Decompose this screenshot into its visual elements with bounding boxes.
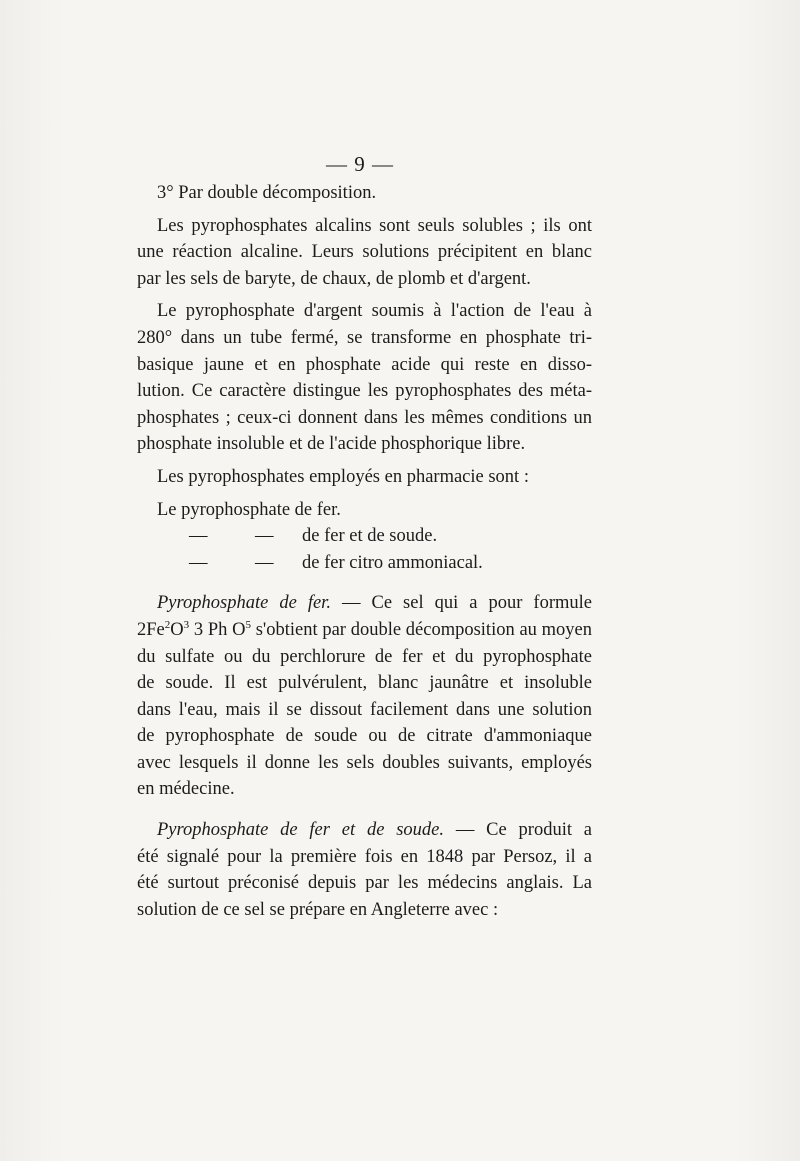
ditto-dash: —: [255, 526, 274, 547]
formula-o: O: [170, 619, 184, 640]
paragraph-line: Les pyrophosphates alcalins sont seuls solubles ; ils ont: [157, 215, 592, 236]
formula-line: [137, 617, 592, 644]
ditto-dash: —: [189, 552, 208, 573]
paragraph-line: Le pyrophosphate d'argent soumis à l'action de l'eau à: [157, 301, 592, 322]
section-line: [137, 817, 592, 844]
paragraph-line: phosphates ; ceux-ci donnent dans les mêmes conditions un: [137, 407, 592, 428]
list-item-text: de fer et de soude.: [302, 526, 438, 547]
section-line-rest: — Ce produit a: [444, 820, 593, 841]
paragraph-line: du sulfate ou du perchlorure de fer et du pyrophosphate: [137, 646, 592, 667]
ditto-dash: —: [255, 552, 274, 573]
list-item-text: de fer citro ammoniacal.: [302, 552, 483, 573]
list-item: [137, 550, 592, 577]
paragraph-line: phosphate insoluble et de l'acide phosphorique libre.: [137, 434, 526, 455]
formula-o-sup: 3: [183, 618, 190, 631]
paragraph-line: de soude. Il est pulvérulent, blanc jaunâtre et insoluble: [137, 673, 592, 694]
section-line: [137, 590, 592, 617]
section-heading-soude: Pyrophosphate de fer et de soude.: [157, 820, 445, 841]
ditto-dash: —: [189, 526, 208, 547]
paragraph-line: été signalé pour la première fois en 1848 par Persoz, il a: [137, 846, 592, 867]
formula-coef: 2: [137, 619, 147, 640]
list-item-first: Le pyrophosphate de fer.: [157, 499, 341, 520]
paragraph-line: 280° dans un tube fermé, se transforme en phosphate tri-: [137, 327, 592, 348]
page-number: — 9 —: [326, 152, 394, 176]
formula-ph-sup: 5: [245, 618, 251, 631]
paragraph-line: une réaction alcaline. Leurs solutions précipitent en blanc: [137, 242, 592, 263]
formula-mid: 3 Ph O: [189, 619, 246, 640]
section-line-rest: — Ce sel qui a pour formule: [330, 593, 592, 614]
paragraph-line: Les pyrophosphates employés en pharmacie sont :: [157, 466, 529, 487]
formula-fe-sup: 2: [164, 618, 171, 631]
page-text: [137, 180, 592, 923]
paragraph-line: de pyrophosphate de soude ou de citrate d'ammoniaque: [137, 726, 592, 747]
paragraph-line: avec lesquels il donne les sels doubles suivants, employés: [137, 752, 592, 773]
paragraph-line: lution. Ce caractère distingue les pyrophosphates des méta-: [137, 381, 592, 402]
section-line-rest: s'obtient par double décomposition au moyen: [250, 619, 592, 640]
paragraph-line: en médecine.: [137, 779, 235, 800]
paragraph-line: solution de ce sel se prépare en Angleterre avec :: [137, 899, 499, 920]
section-heading-fer: Pyrophosphate de fer.: [157, 593, 331, 614]
formula-fe: Fe: [146, 619, 165, 640]
list-item: [137, 523, 592, 550]
paragraph-line: été surtout préconisé depuis par les médecins anglais. La: [137, 873, 592, 894]
paragraph-line: par les sels de baryte, de chaux, de plomb et d'argent.: [137, 268, 531, 289]
paragraph-line: dans l'eau, mais il se dissout facilement dans une solution: [137, 699, 592, 720]
paragraph-line: 3° Par double décomposition.: [157, 183, 377, 203]
paragraph-line: basique jaune et en phosphate acide qui reste en disso-: [137, 354, 592, 375]
